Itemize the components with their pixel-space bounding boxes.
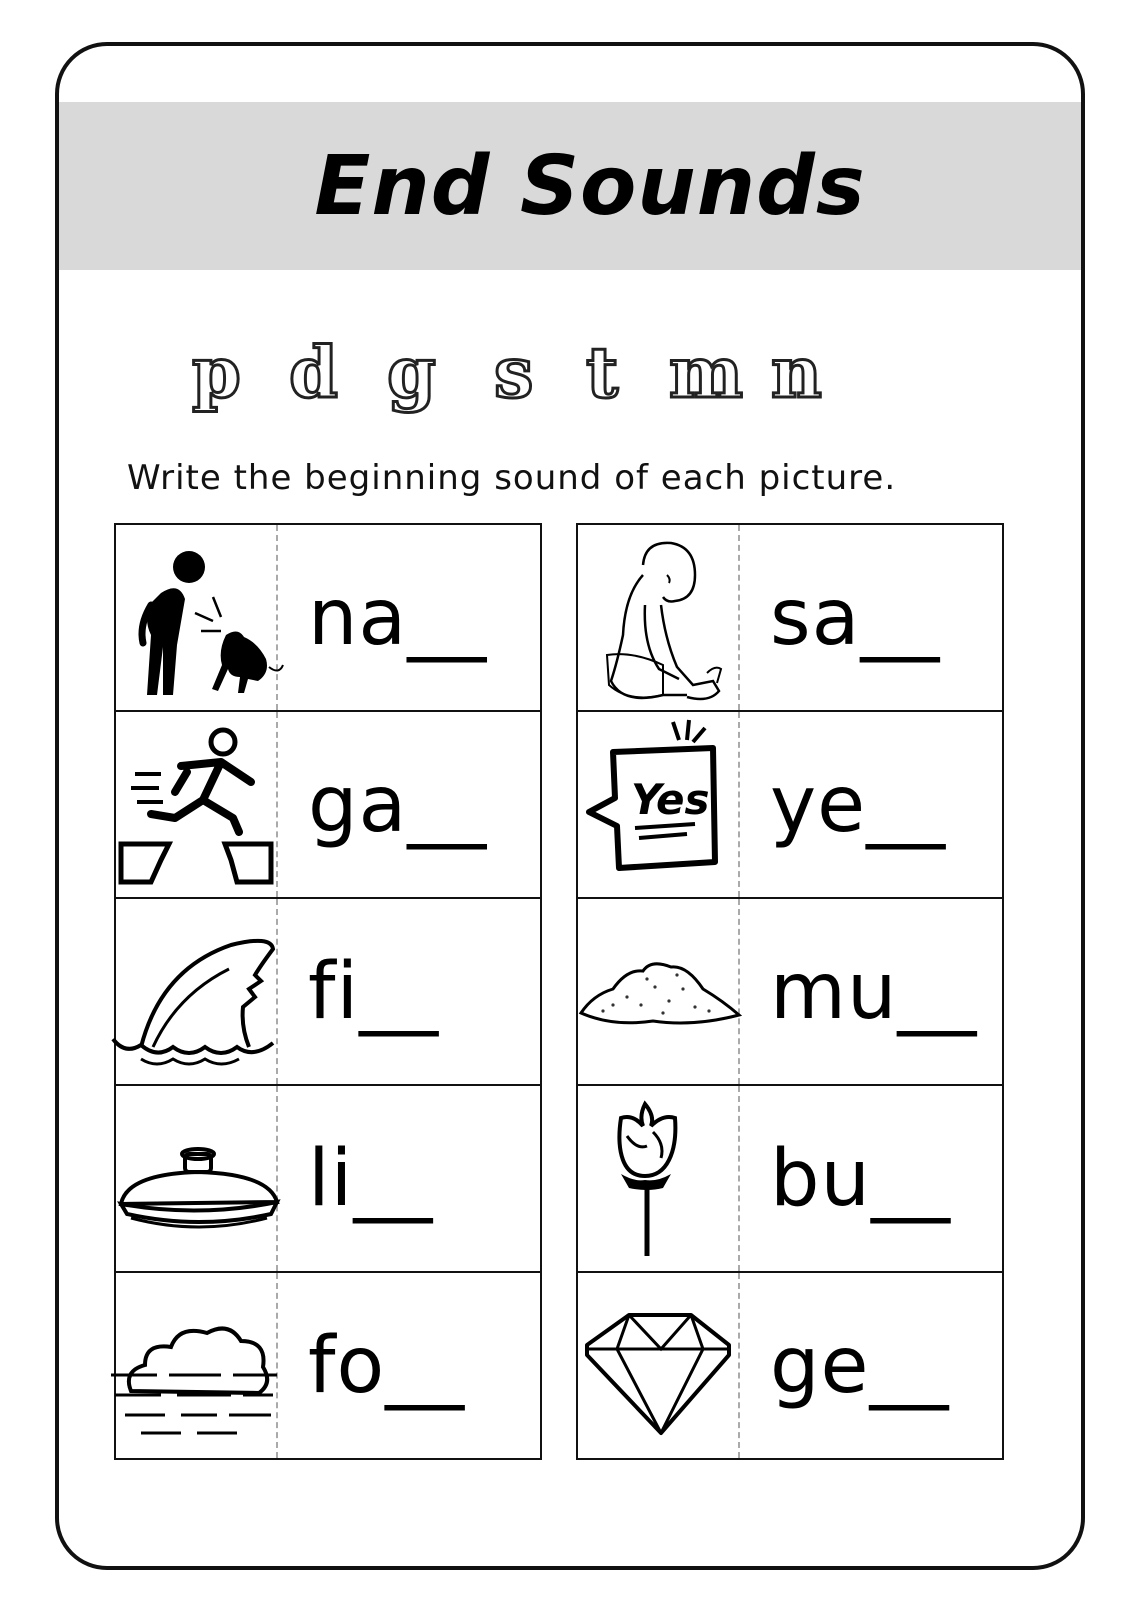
word-card <box>116 899 540 1086</box>
word-blank-mu: mu__ <box>770 946 978 1037</box>
word-blank-bu: bu__ <box>770 1133 951 1224</box>
word-blank-ge: ge__ <box>770 1320 950 1411</box>
word-card <box>578 1273 1002 1458</box>
letter-bank-item: s <box>494 331 534 414</box>
letter-bank-item: m <box>669 331 744 414</box>
word-card <box>116 525 540 712</box>
pot-lid-icon <box>116 1086 278 1271</box>
word-card <box>578 712 1002 899</box>
letter-bank-item: t <box>586 331 619 414</box>
word-card <box>578 899 1002 1086</box>
word-blank-fi: fi__ <box>308 946 440 1037</box>
word-blank-fo: fo__ <box>308 1320 466 1411</box>
word-card <box>578 525 1002 712</box>
yes-speech-bubble-icon <box>578 712 740 897</box>
word-blank-ye: ye__ <box>770 759 947 850</box>
word-blank-ga: ga__ <box>308 759 488 850</box>
mud-pile-icon <box>578 899 740 1084</box>
word-blank-li: li__ <box>308 1133 434 1224</box>
word-card <box>116 1086 540 1273</box>
man-scolding-dog-icon <box>116 525 278 710</box>
word-card <box>116 712 540 899</box>
right-word-grid <box>576 523 1004 1460</box>
gem-diamond-icon <box>578 1273 740 1458</box>
word-blank-sa: sa__ <box>770 572 941 663</box>
svg-text:Yes: Yes <box>631 775 710 824</box>
instruction-text: Write the beginning sound of each picture. <box>127 458 897 498</box>
word-blank-na: na__ <box>308 572 488 663</box>
title-banner <box>59 102 1081 270</box>
word-card <box>578 1086 1002 1273</box>
sitting-baby-icon <box>578 525 740 710</box>
page-title: End Sounds <box>314 138 866 234</box>
person-jumping-gap-icon <box>116 712 278 897</box>
word-card <box>116 1273 540 1458</box>
letter-bank-item: p <box>192 331 241 414</box>
rose-bud-icon <box>578 1086 740 1271</box>
fog-cloud-icon <box>116 1273 278 1458</box>
letter-bank-item: d <box>289 331 338 414</box>
shark-fin-icon <box>116 899 278 1084</box>
letter-bank-item: g <box>387 331 436 414</box>
left-word-grid <box>114 523 542 1460</box>
letter-bank-item: n <box>771 331 822 414</box>
worksheet <box>55 42 1085 1570</box>
